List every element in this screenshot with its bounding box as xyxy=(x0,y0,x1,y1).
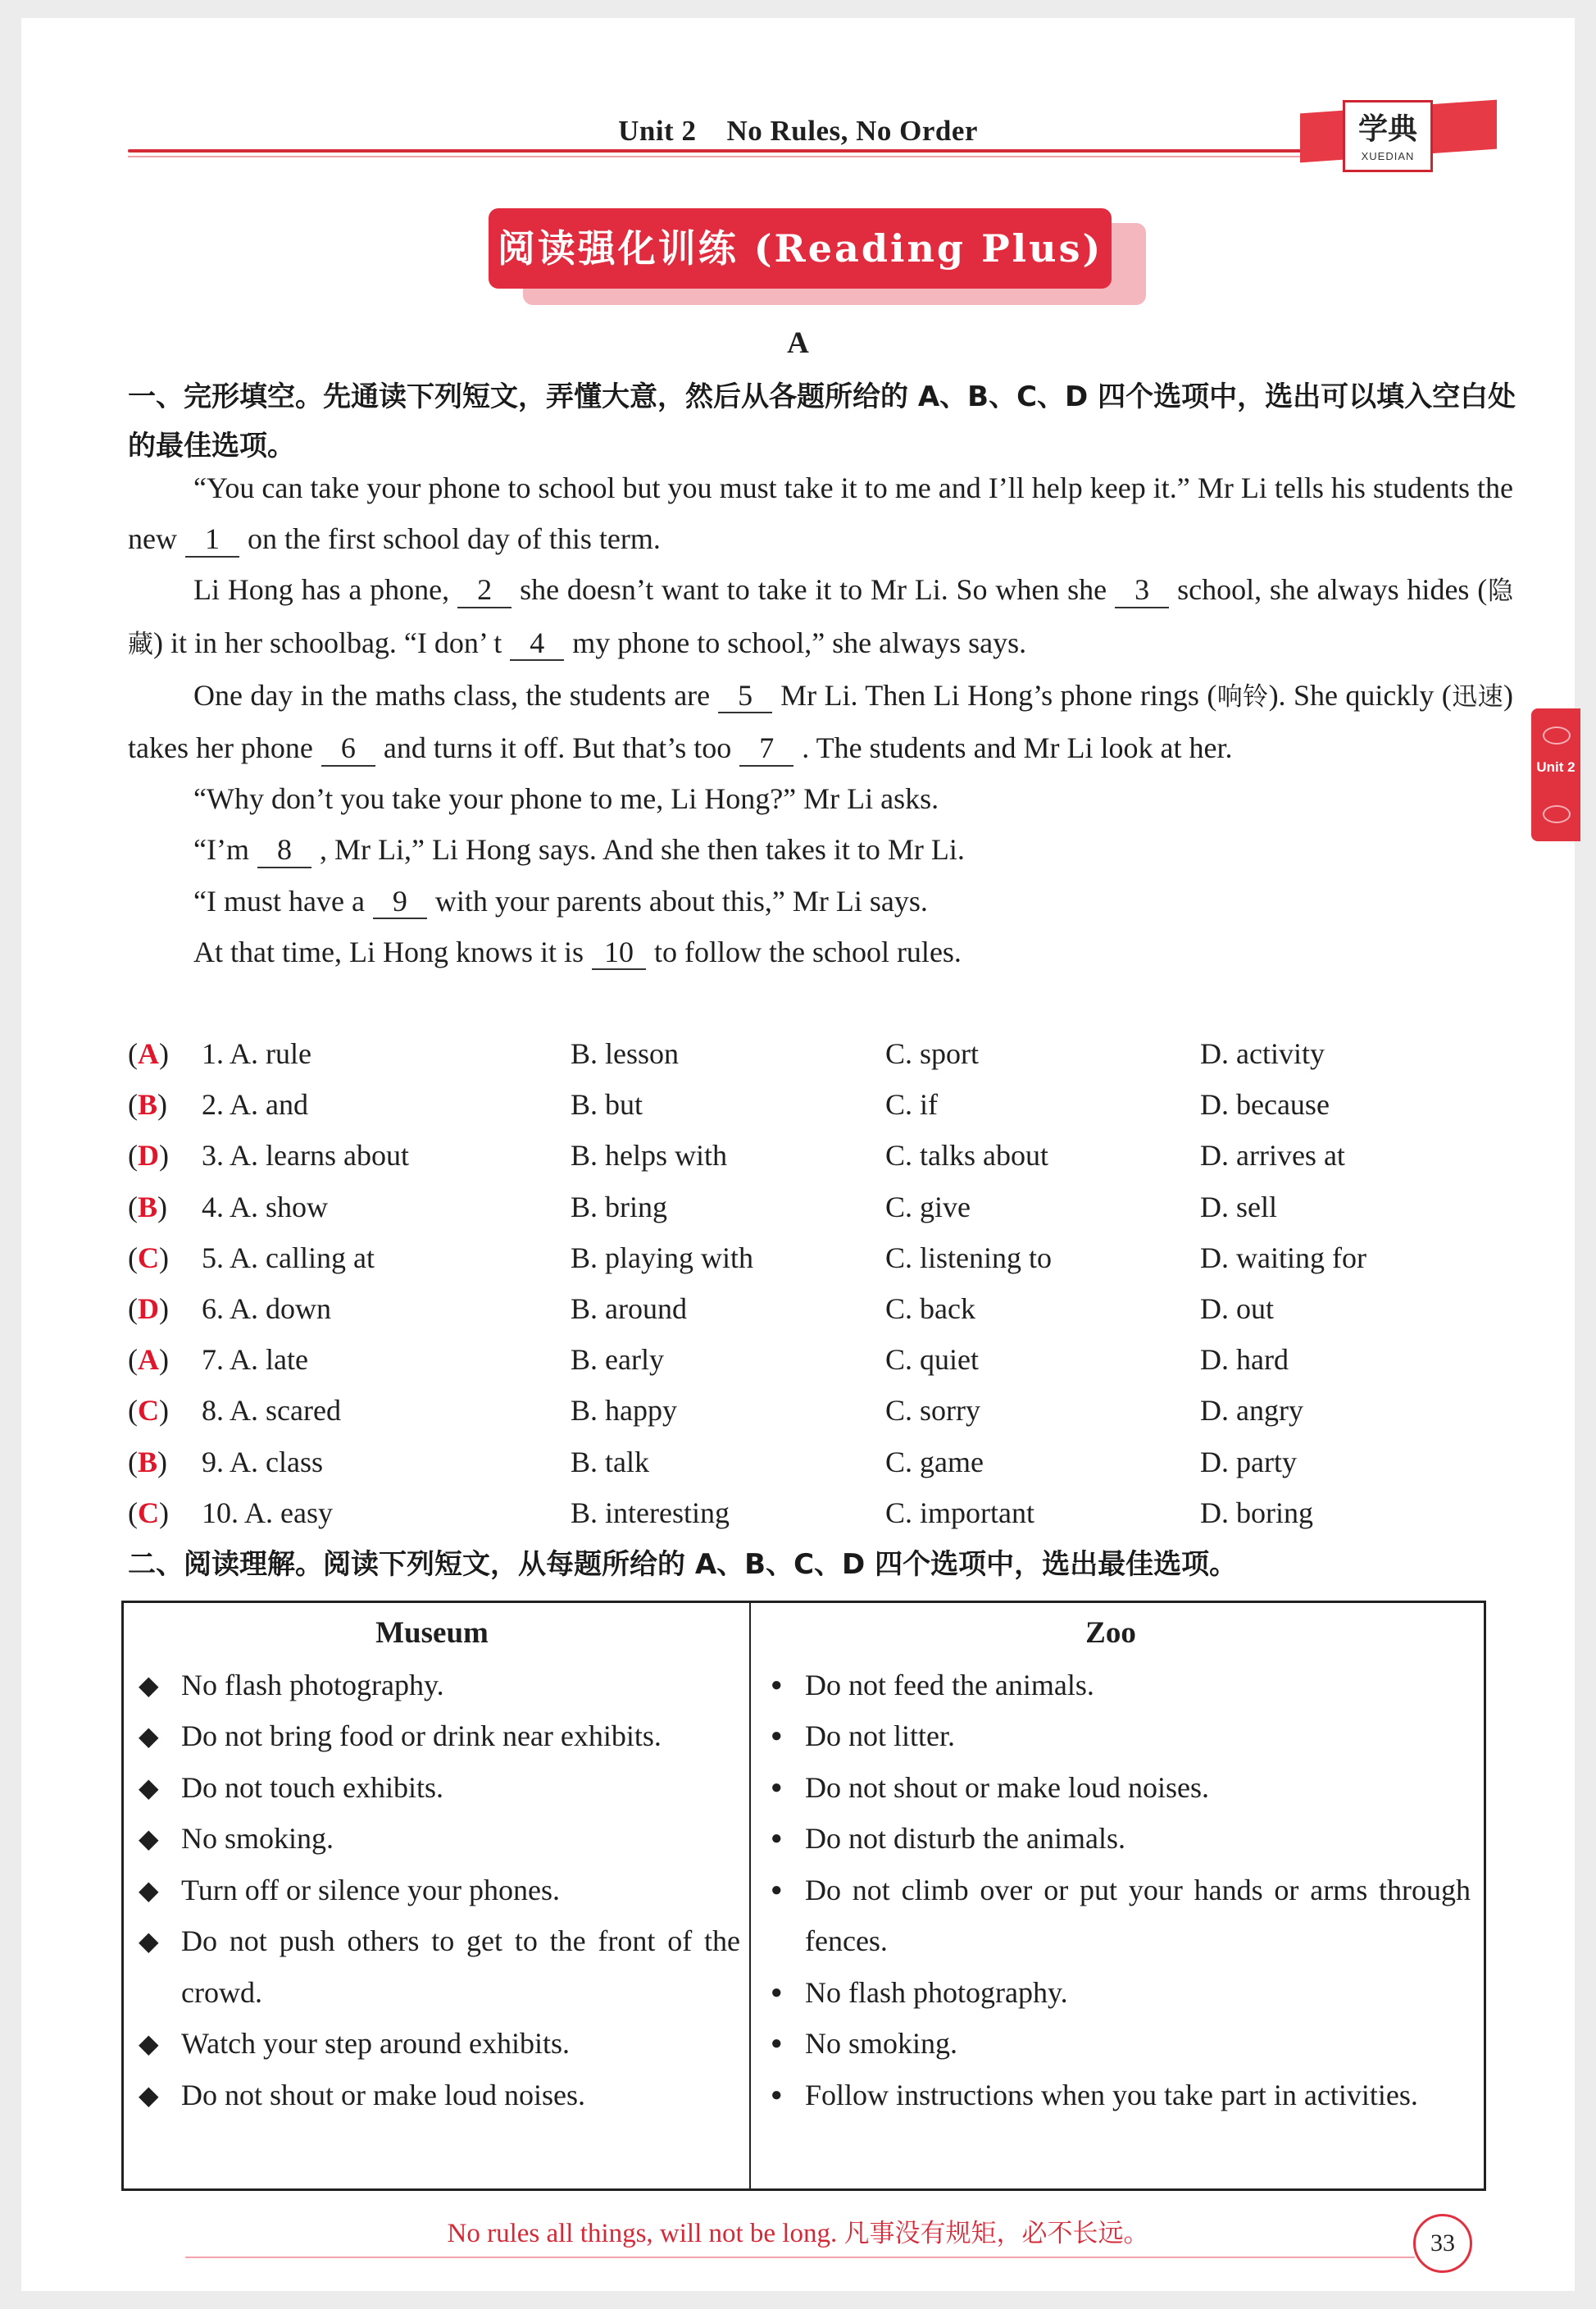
dot-bullet-icon: ● xyxy=(771,1828,783,1849)
footer-rule xyxy=(185,2257,1415,2258)
paragraph: “You can take your phone to school but you must take it to me and I’ll help keep it.” Mr Li tells his students the new 1 on the first school day of this term. xyxy=(128,462,1513,564)
answer-mark: A xyxy=(138,1343,159,1377)
option-d[interactable]: D. angry xyxy=(1200,1394,1303,1428)
rule-item: ◆ Do not bring food or drink near exhibits. xyxy=(124,1710,740,1762)
option-b[interactable]: B. talk xyxy=(571,1445,649,1478)
dot-bullet-icon: ● xyxy=(771,1879,783,1901)
answer-mark: B xyxy=(138,1190,158,1223)
blank[interactable]: 1 xyxy=(185,523,239,558)
rule-item: ◆ Do not touch exhibits. xyxy=(124,1762,740,1814)
option-d[interactable]: D. activity xyxy=(1200,1037,1325,1070)
question-row: (D) 6. A. down B. around C. back D. out xyxy=(128,1283,1521,1334)
diamond-bullet-icon: ◆ xyxy=(139,1669,159,1700)
side-tab-label: Unit 2 xyxy=(1536,759,1576,775)
option-c[interactable]: C. listening to xyxy=(885,1241,1053,1274)
footer-motto xyxy=(21,2212,1575,2249)
question-row: (C) 10. A. easy B. interesting C. important D. boring xyxy=(128,1487,1521,1538)
publisher-logo xyxy=(1343,100,1433,172)
rule-item: ◆ Watch your step around exhibits. xyxy=(124,2018,740,2070)
option-a[interactable]: 9. A. class xyxy=(202,1445,323,1478)
answer-mark: C xyxy=(138,1394,159,1428)
option-a[interactable]: 2. A. and xyxy=(202,1088,308,1122)
motto-chinese: 凡事没有规矩，必不长远。 xyxy=(843,2219,1149,2248)
diamond-bullet-icon: ◆ xyxy=(139,1721,159,1751)
blank[interactable]: 7 xyxy=(739,732,793,767)
part1-instruction: 一、完形填空。先通读下列短文，弄懂大意，然后从各题所给的 A、B、C、D 四个选项中，选出可以填入空白处的最佳选项。 xyxy=(128,380,1516,462)
option-d[interactable]: D. party xyxy=(1200,1445,1297,1478)
blank[interactable]: 4 xyxy=(510,627,564,662)
workbook-page xyxy=(21,18,1575,2291)
option-b[interactable]: B. playing with xyxy=(571,1241,753,1274)
section-label: A xyxy=(787,326,809,360)
option-c[interactable]: C. quiet xyxy=(885,1343,979,1377)
rule-item: ◆ Do not shout or make loud noises. xyxy=(124,2070,740,2121)
blank[interactable]: 10 xyxy=(592,936,646,971)
option-d[interactable]: D. because xyxy=(1200,1088,1330,1122)
rule-item: ◆ No smoking. xyxy=(124,1813,740,1865)
paragraph: “I’m 8 , Mr Li,” Li Hong says. And she then takes it to Mr Li. xyxy=(128,824,1513,875)
option-b[interactable]: B. helps with xyxy=(571,1139,728,1173)
section-banner: 阅读强化训练 (Reading Plus) xyxy=(489,208,1112,289)
header-rule-thin xyxy=(128,156,1341,157)
blank[interactable]: 8 xyxy=(257,834,311,868)
dot-bullet-icon: ● xyxy=(771,1725,783,1747)
option-b[interactable]: B. but xyxy=(571,1088,643,1122)
paragraph: “Why don’t you take your phone to me, Li Hong?” Mr Li asks. xyxy=(193,782,939,816)
dot-bullet-icon: ● xyxy=(771,2084,783,2106)
unit-side-tab[interactable] xyxy=(1531,708,1580,841)
museum-column xyxy=(124,1603,748,2120)
ornament-icon xyxy=(1543,805,1571,823)
option-c[interactable]: C. sorry xyxy=(885,1394,980,1428)
option-a[interactable]: 3. A. learns about xyxy=(202,1139,409,1173)
option-b[interactable]: B. lesson xyxy=(571,1037,680,1070)
diamond-bullet-icon: ◆ xyxy=(139,1824,159,1853)
diamond-bullet-icon: ◆ xyxy=(139,2079,159,2110)
option-c[interactable]: C. back xyxy=(885,1291,975,1325)
option-c[interactable]: C. give xyxy=(885,1190,971,1223)
answer-mark: C xyxy=(138,1496,159,1529)
dot-bullet-icon: ● xyxy=(771,2033,783,2054)
header-rule xyxy=(128,149,1341,153)
rule-item: ● Do not climb over or put your hands or arms through fences. xyxy=(751,1865,1471,1967)
paragraph: One day in the maths class, the students are 5 Mr Li. Then Li Hong’s phone rings (响铃). She quickly (迅速) takes her phone 6 and turns it off. But that’s too 7 . The students and Mr Li look at her. xyxy=(128,670,1513,773)
answer-mark: A xyxy=(138,1037,159,1070)
question-row: (A) 7. A. late B. early C. quiet D. hard xyxy=(128,1334,1521,1385)
diamond-bullet-icon: ◆ xyxy=(139,1874,159,1905)
option-b[interactable]: B. bring xyxy=(571,1190,668,1223)
dot-bullet-icon: ● xyxy=(771,1981,783,2003)
rule-item: ● No flash photography. xyxy=(751,1967,1471,2019)
museum-title: Museum xyxy=(375,1616,489,1650)
option-d[interactable]: D. hard xyxy=(1200,1343,1289,1377)
ornament-icon xyxy=(1543,726,1571,745)
blank[interactable]: 5 xyxy=(718,680,772,714)
option-a[interactable]: 6. A. down xyxy=(202,1291,332,1325)
rules-table xyxy=(121,1601,1486,2191)
option-c[interactable]: C. sport xyxy=(885,1037,980,1070)
question-row: (B) 2. A. and B. but C. if D. because xyxy=(128,1079,1521,1130)
option-b[interactable]: B. interesting xyxy=(571,1496,730,1529)
option-a[interactable]: 1. A. rule xyxy=(202,1037,311,1070)
part2-instruction: 二、阅读理解。阅读下列短文，从每题所给的 A、B、C、D 四个选项中，选出最佳选项。 xyxy=(128,1548,1238,1581)
rule-item: ● Do not litter. xyxy=(751,1710,1471,1762)
option-b[interactable]: B. around xyxy=(571,1291,687,1325)
rule-item: ● Do not feed the animals. xyxy=(751,1660,1471,1711)
answer-mark: D xyxy=(138,1139,159,1173)
answer-options xyxy=(128,1028,1521,1538)
option-c[interactable]: C. game xyxy=(885,1445,984,1478)
question-row: (B) 9. A. class B. talk C. game D. party xyxy=(128,1437,1521,1487)
zoo-column xyxy=(751,1603,1485,2120)
answer-mark: B xyxy=(138,1088,158,1122)
answer-mark: D xyxy=(138,1291,159,1325)
blank[interactable]: 2 xyxy=(457,574,512,608)
option-d[interactable]: D. arrives at xyxy=(1200,1139,1345,1173)
paragraph: At that time, Li Hong knows it is 10 to follow the school rules. xyxy=(128,927,1513,977)
zoo-title: Zoo xyxy=(1085,1616,1136,1650)
option-a[interactable]: 10. A. easy xyxy=(202,1496,333,1529)
museum-rules xyxy=(124,1660,740,2121)
option-d[interactable]: D. out xyxy=(1200,1291,1274,1325)
rule-item: ◆ No flash photography. xyxy=(124,1660,740,1711)
dot-bullet-icon: ● xyxy=(771,1674,783,1696)
unit-title: Unit 2 No Rules, No Order xyxy=(618,115,978,147)
option-d[interactable]: D. boring xyxy=(1200,1496,1313,1529)
dot-bullet-icon: ● xyxy=(771,1776,783,1798)
zoo-rules xyxy=(751,1660,1471,2121)
answer-mark: B xyxy=(138,1445,158,1478)
diamond-bullet-icon: ◆ xyxy=(139,1772,159,1802)
diamond-bullet-icon: ◆ xyxy=(139,2029,159,2058)
question-row: (C) 5. A. calling at B. playing with C. listening to D. waiting for xyxy=(128,1232,1521,1283)
cloze-passage xyxy=(128,462,1513,977)
rule-item: ● No smoking. xyxy=(751,2018,1471,2070)
option-a[interactable]: 4. A. show xyxy=(202,1190,329,1223)
page-number: 33 xyxy=(1413,2214,1472,2273)
option-b[interactable]: B. happy xyxy=(571,1394,677,1428)
option-d[interactable]: D. waiting for xyxy=(1200,1241,1366,1274)
option-b[interactable]: B. early xyxy=(571,1343,664,1377)
question-row: (B) 4. A. show B. bring C. give D. sell xyxy=(128,1182,1521,1232)
blank[interactable]: 3 xyxy=(1115,574,1169,608)
rule-item: ● Follow instructions when you take part in activities. xyxy=(751,2070,1471,2121)
blank[interactable]: 9 xyxy=(373,886,427,920)
question-row: (A) 1. A. rule B. lesson C. sport D. activity xyxy=(128,1028,1521,1079)
logo-text: 学典 xyxy=(1357,112,1417,146)
option-a[interactable]: 5. A. calling at xyxy=(202,1241,375,1274)
option-a[interactable]: 7. A. late xyxy=(202,1343,308,1377)
option-a[interactable]: 8. A. scared xyxy=(202,1394,341,1428)
logo-subtext: XUEDIAN xyxy=(1361,150,1415,162)
question-row: (D) 3. A. learns about B. helps with C. talks about D. arrives at xyxy=(128,1130,1521,1181)
option-c[interactable]: C. important xyxy=(885,1496,1034,1529)
paragraph: “I must have a 9 with your parents about this,” Mr Li says. xyxy=(128,876,1513,927)
option-c[interactable]: C. talks about xyxy=(885,1139,1048,1173)
rule-item: ◆ Do not push others to get to the front of the crowd. xyxy=(124,1915,740,2018)
diamond-bullet-icon: ◆ xyxy=(139,1926,159,1956)
option-c[interactable]: C. if xyxy=(885,1088,939,1122)
blank[interactable]: 6 xyxy=(321,732,375,767)
question-row: (C) 8. A. scared B. happy C. sorry D. angry xyxy=(128,1385,1521,1436)
rule-item: ● Do not shout or make loud noises. xyxy=(751,1762,1471,1814)
rule-item: ● Do not disturb the animals. xyxy=(751,1813,1471,1865)
option-d[interactable]: D. sell xyxy=(1200,1190,1277,1223)
rule-item: ◆ Turn off or silence your phones. xyxy=(124,1865,740,1916)
answer-mark: C xyxy=(138,1241,159,1274)
paragraph: Li Hong has a phone, 2 she doesn’t want to take it to Mr Li. So when she 3 school, she always hides (隐藏) it in her schoolbag. “I don’ t 4 my phone to school,” she always says. xyxy=(128,564,1513,669)
motto-english: No rules all things, will not be long. xyxy=(447,2219,838,2248)
